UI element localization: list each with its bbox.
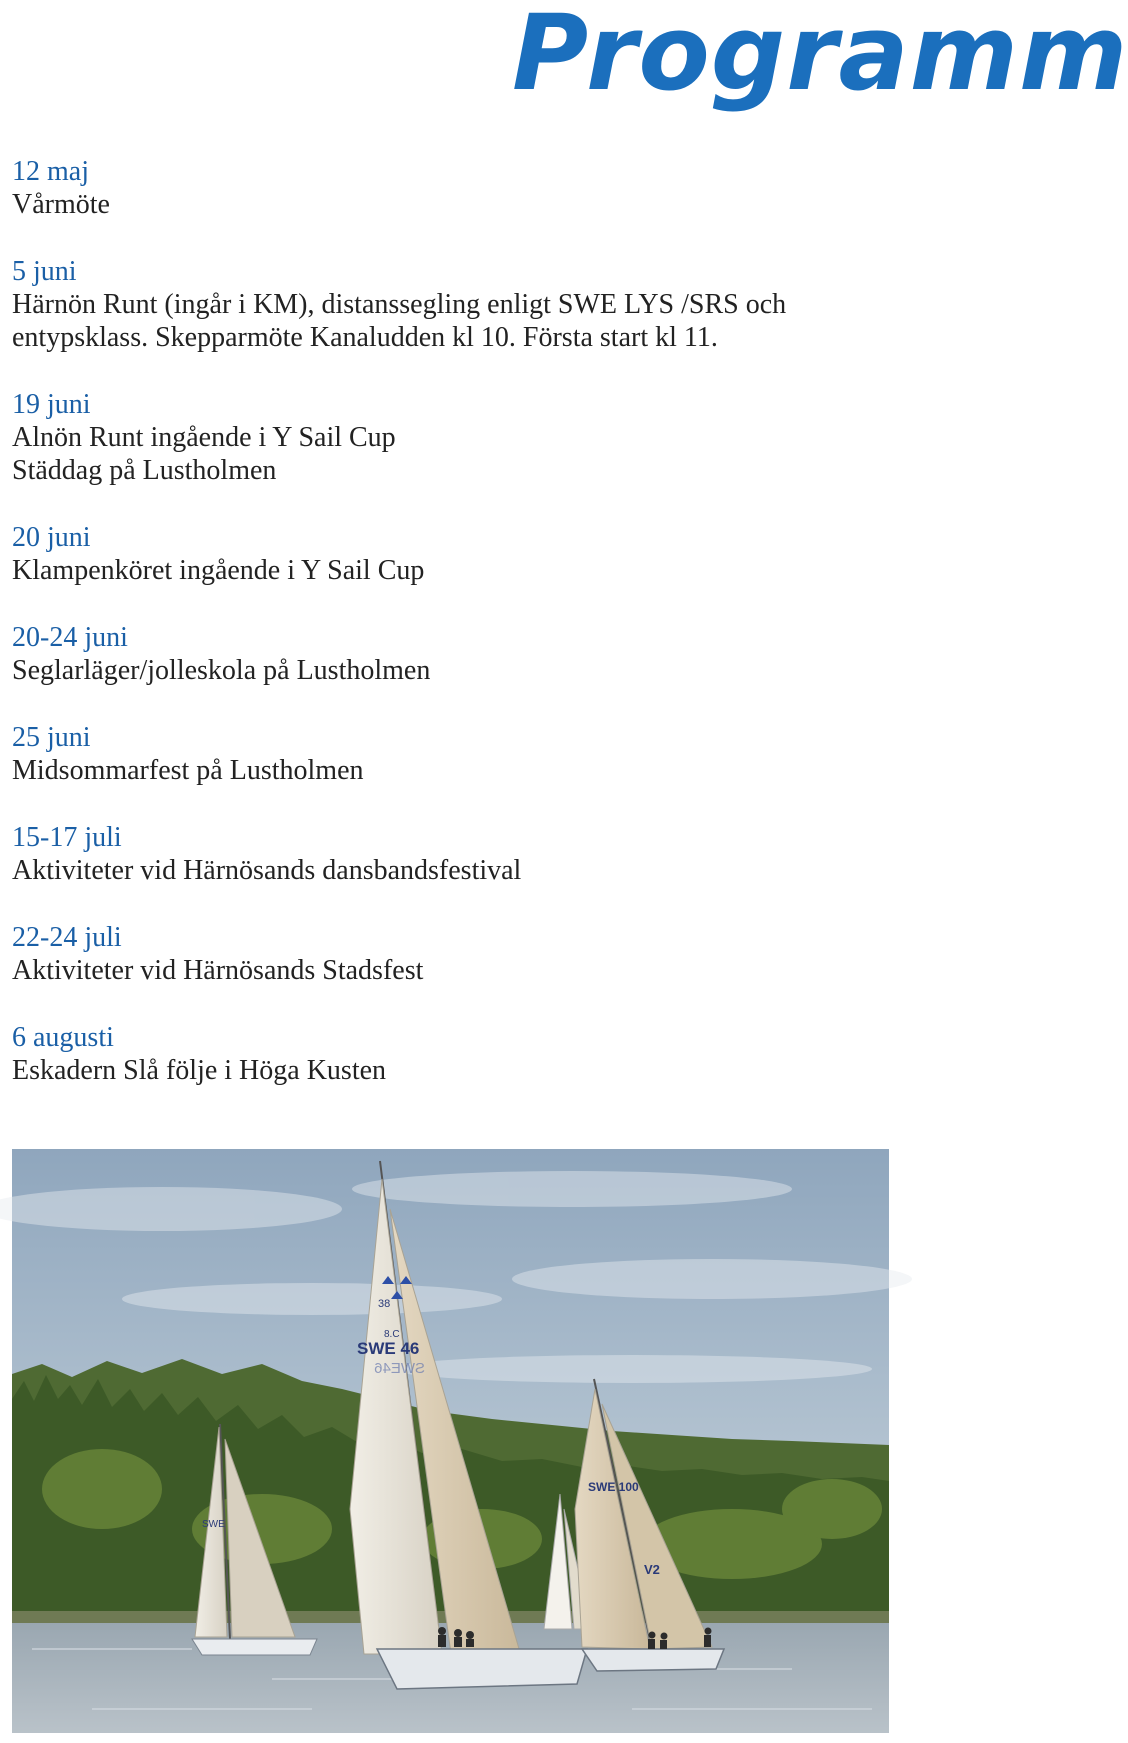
event-item <box>12 255 912 354</box>
event-date: 20 juni <box>12 522 91 553</box>
event-item <box>12 1021 912 1087</box>
event-description: Aktiviteter vid Härnösands dansbandsfestival <box>12 855 522 886</box>
sail-number-main-mirror: SWE46 <box>374 1360 425 1377</box>
event-item <box>12 721 912 787</box>
event-description: Städdag på Lustholmen <box>12 455 277 486</box>
event-item <box>12 388 912 487</box>
event-item <box>12 621 912 687</box>
event-date: 15-17 juli <box>12 822 122 853</box>
event-item <box>12 921 912 987</box>
event-date: 20-24 juni <box>12 622 128 653</box>
sail-number-main-lower: 8.C <box>384 1329 400 1340</box>
event-description: Eskadern Slå följe i Höga Kusten <box>12 1055 387 1086</box>
event-date: 6 augusti <box>12 1022 114 1053</box>
sail-number-right-jib: V2 <box>644 1562 660 1577</box>
event-description: Härnön Runt (ingår i KM), distanssegling enligt SWE LYS /SRS och <box>12 289 787 320</box>
event-description: Alnön Runt ingående i Y Sail Cup <box>12 422 396 453</box>
sailing-photo <box>12 1149 889 1733</box>
event-date: 5 juni <box>12 256 77 287</box>
event-description: Midsommarfest på Lustholmen <box>12 755 364 786</box>
event-item <box>12 821 912 887</box>
sailboats-illustration <box>12 1149 889 1733</box>
event-list <box>12 155 912 1121</box>
event-item <box>12 155 912 221</box>
event-description: Vårmöte <box>12 189 110 220</box>
sail-number-left: SWE <box>202 1519 225 1530</box>
event-date: 19 juni <box>12 389 91 420</box>
event-date: 22-24 juli <box>12 922 122 953</box>
sail-number-main: SWE 46 <box>357 1339 420 1358</box>
event-date: 12 maj <box>12 156 89 187</box>
event-description: entypsklass. Skepparmöte Kanaludden kl 10. Första start kl 11. <box>12 322 718 353</box>
event-description: Aktiviteter vid Härnösands Stadsfest <box>12 955 424 986</box>
event-date: 25 juni <box>12 722 91 753</box>
event-description: Klampenköret ingående i Y Sail Cup <box>12 555 425 586</box>
event-description: Seglarläger/jolleskola på Lustholmen <box>12 655 431 686</box>
page-title: Programm <box>512 0 1128 114</box>
sail-number-main-upper: 38 <box>378 1298 391 1310</box>
sail-number-right: SWE 100 <box>588 1480 639 1494</box>
event-item <box>12 521 912 587</box>
